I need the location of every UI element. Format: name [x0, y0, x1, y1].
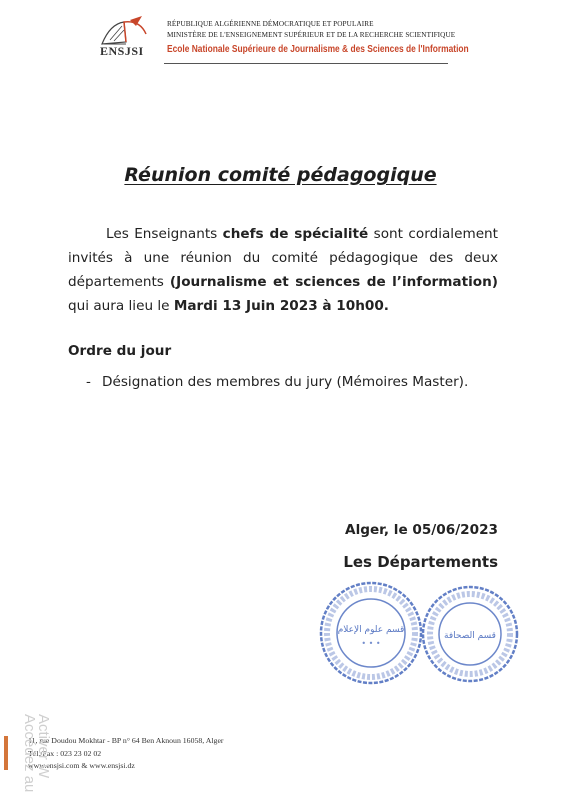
svg-text:• • •: • • •: [361, 639, 381, 648]
footer-address: 11, rue Doudou Mokhtar - BP n° 64 Ben Aknoun 16058, Alger: [28, 736, 224, 745]
signatory: Les Départements: [343, 553, 498, 571]
ministry-heading: MINISTÈRE DE L'ENSEIGNEMENT SUPÉRIEUR ET DE LA RECHERCHE SCIENTIFIQUE: [167, 31, 456, 39]
agenda-item: [86, 374, 468, 390]
document-title: Réunion comité pédagogique: [124, 164, 437, 186]
activation-watermark: [22, 714, 50, 792]
watermark-line-1: Activer W: [35, 714, 52, 779]
school-name: Ecole Nationale Supérieure de Journalisme & des Sciences de l'Information: [167, 44, 469, 55]
agenda-item-text: Désignation des membres du jury (Mémoires Master).: [102, 374, 469, 390]
para-text-1: Les Enseignants: [106, 226, 223, 242]
agenda-bullet: -: [86, 374, 91, 390]
agenda-heading: Ordre du jour: [68, 343, 172, 359]
invitation-paragraph: [68, 222, 498, 318]
footer-accent-bar: [4, 736, 8, 770]
header-divider: [164, 63, 448, 64]
footer-websites: www.ensjsi.com & www.ensjsi.dz: [28, 761, 135, 770]
para-text-3: qui aura lieu le: [68, 298, 174, 314]
para-bold-2: (Journalisme et sciences de l’information): [169, 274, 498, 290]
department-stamp-icon: [420, 584, 520, 688]
stamp-label: قسم علوم الإعلام: [337, 625, 405, 635]
logo-wordmark: ENSJSI: [100, 44, 144, 58]
department-stamp-icon: [318, 580, 424, 690]
republic-heading: RÉPUBLIQUE ALGÉRIENNE DÉMOCRATIQUE ET POPULAIRE: [167, 20, 374, 28]
footer-phone: Tél./Fax : 023 23 02 02: [28, 749, 102, 758]
date-line: Alger, le 05/06/2023: [345, 522, 498, 538]
stamp-label: قسم الصحافة: [444, 631, 496, 641]
para-bold-1: chefs de spécialité: [222, 226, 369, 242]
watermark-line-2: Accédez au: [21, 714, 38, 792]
para-text-2: sont cordialement invités à une réunion du comité pédagogique des deux départements: [68, 226, 498, 290]
para-bold-3: Mardi 13 Juin 2023 à 10h00.: [173, 298, 389, 314]
